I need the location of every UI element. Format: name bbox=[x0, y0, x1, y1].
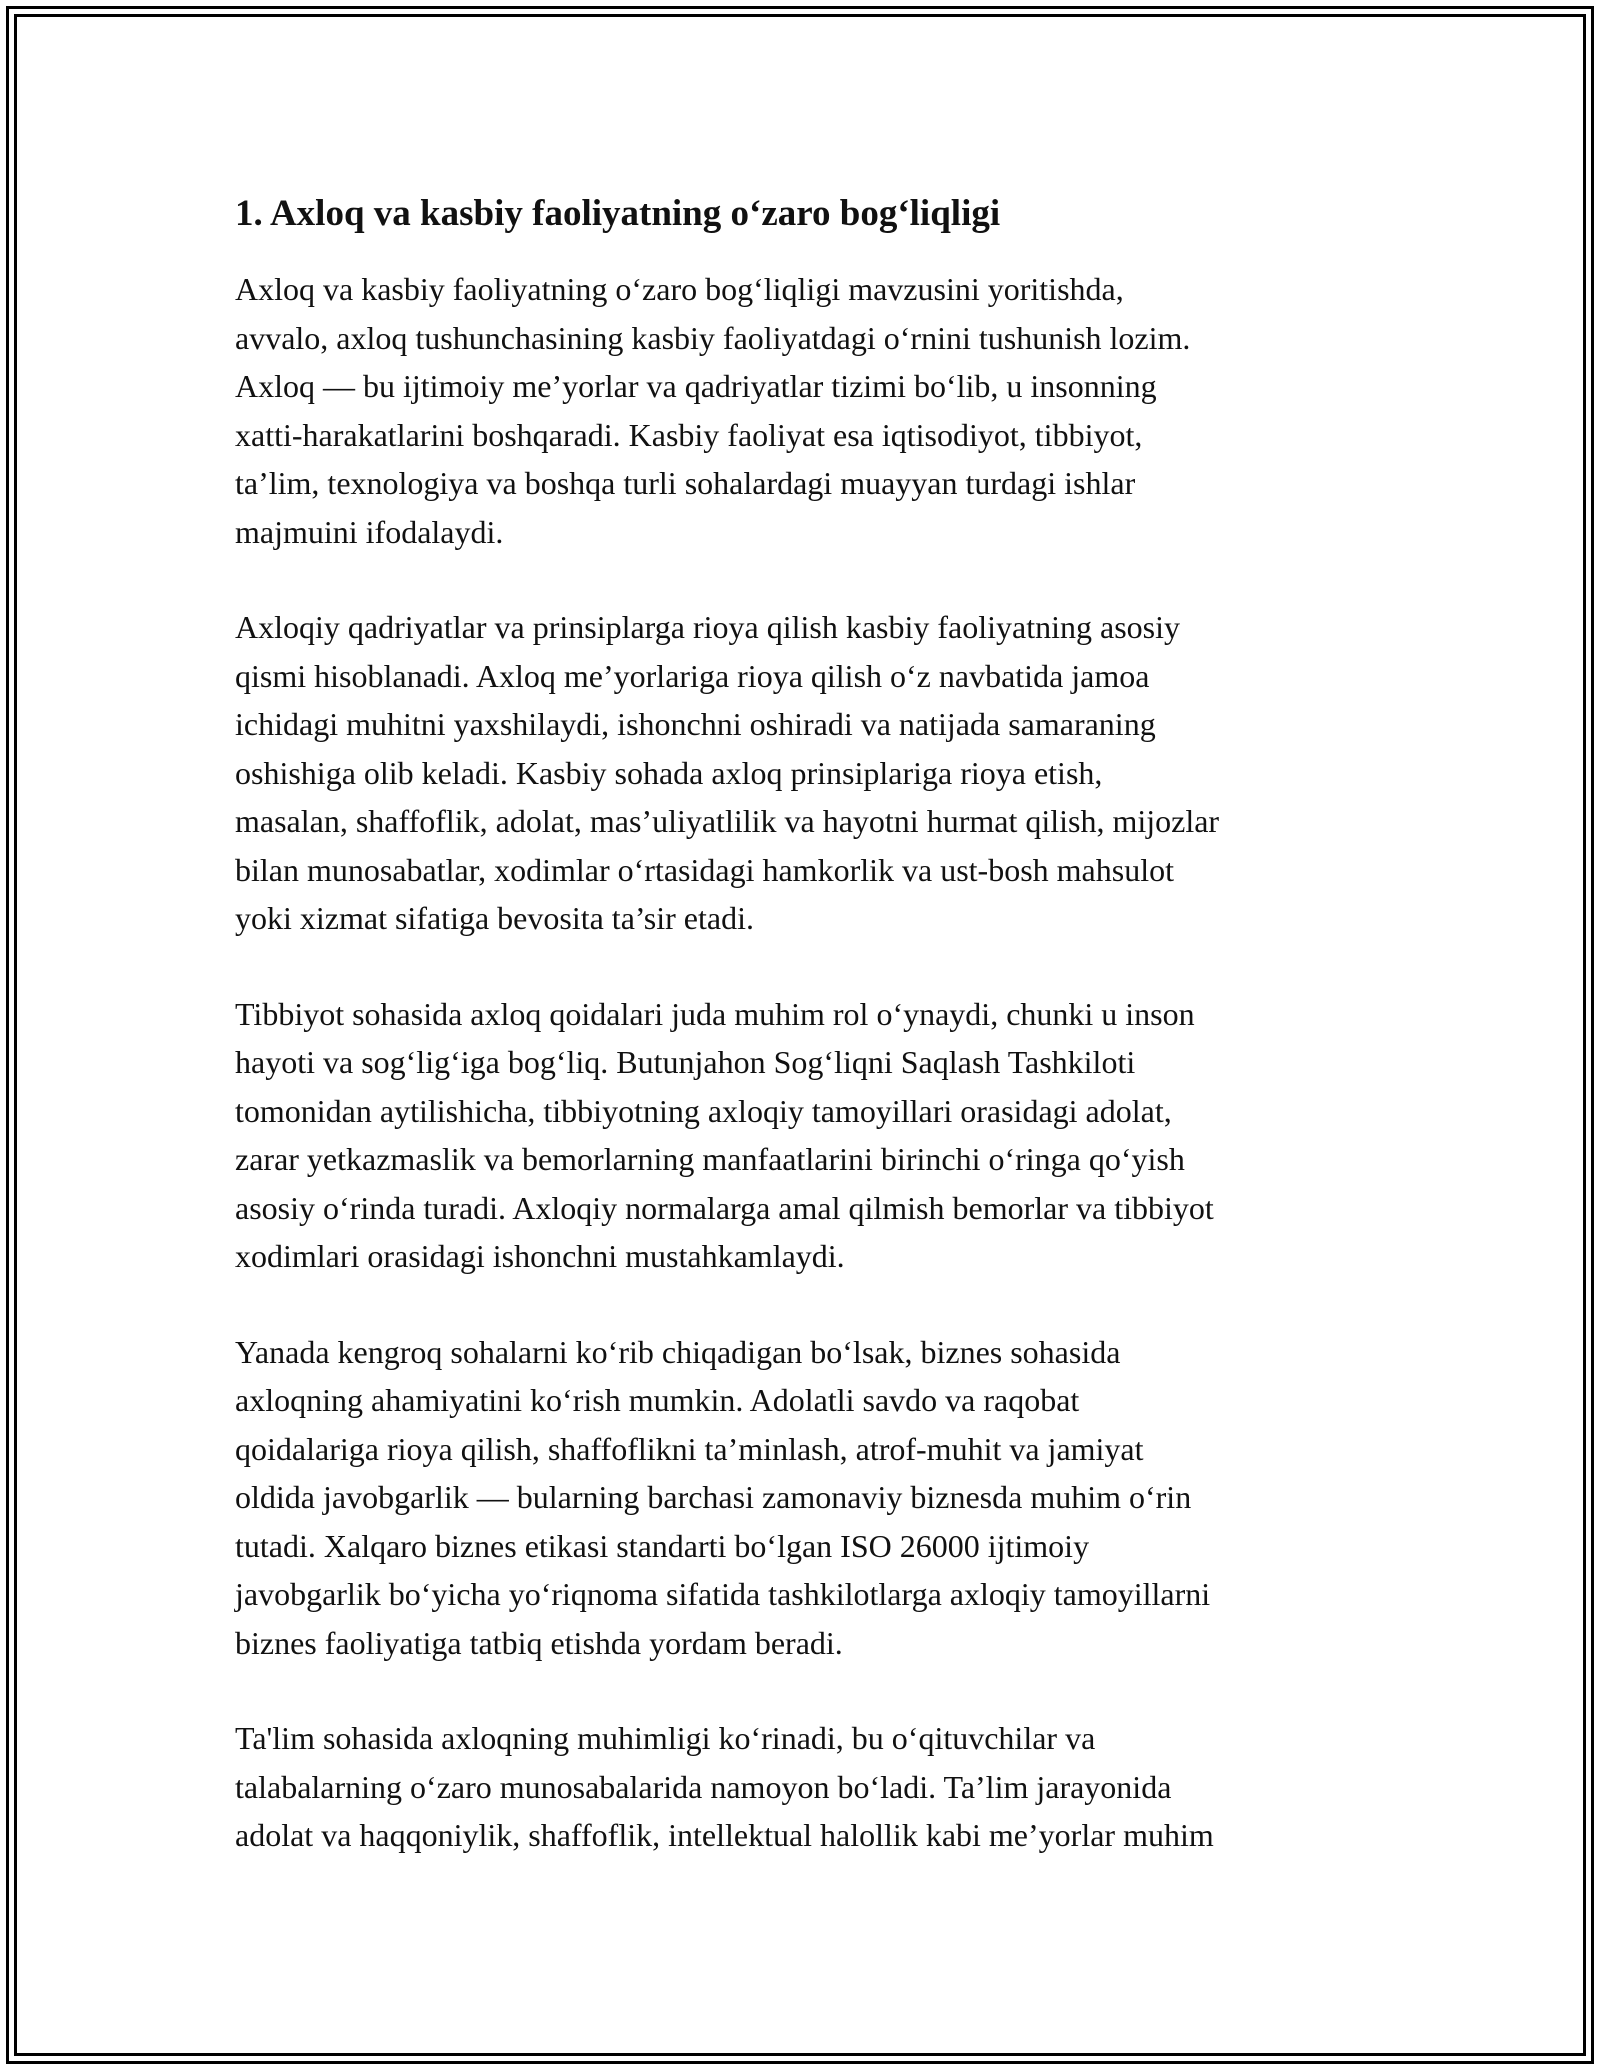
document-body bbox=[235, 185, 1375, 1907]
section-heading: 1. Axloq va kasbiy faoliyatning o‘zaro bog‘liqligi bbox=[235, 193, 1001, 234]
paragraph-1: Axloq va kasbiy faoliyatning o‘zaro bog‘liqligi mavzusini yoritishda, avvalo, axloq tushunchasining kasbiy faoliyatdagi o‘rnini tushunish lozim. Axloq — bu ijtimoiy me’yorlar va qadriyatlar tizimi bo‘lib, u insonning xatti-harakatlarini boshqaradi. Kasbiy faoliyat esa iqtisodiyot, tibbiyot, ta’lim, texnologiya va boshqa turli sohalardagi muayyan turdagi ishlar majmuini ifodalaydi. bbox=[235, 271, 1191, 550]
paragraph-3: Tibbiyot sohasida axloq qoidalari juda muhim rol o‘ynaydi, chunki u inson hayoti va sog‘lig‘iga bog‘liq. Butunjahon Sog‘liqni Saqlash Tashkiloti tomonidan aytilishicha, tibbiyotning axloqiy tamoyillari orasidagi adolat, zarar yetkazmaslik va bemorlarning manfaatlarini birinchi o‘ringa qo‘yish asosiy o‘rinda turadi. Axloqiy normalarga amal qilmish bemorlar va tibbiyot xodimlari orasidagi ishonchni mustahkamlaydi. bbox=[235, 995, 1214, 1274]
paragraph-5: Ta'lim sohasida axloqning muhimligi ko‘rinadi, bu o‘qituvchilar va talabalarning o‘zaro munosabalarida namoyon bo‘ladi. Ta’lim jarayonida adolat va haqqoniylik, shaffoflik, intellektual halollik kabi me’yorlar muhim bbox=[235, 1720, 1214, 1853]
paragraph-4: Yanada kengroq sohalarni ko‘rib chiqadigan bo‘lsak, biznes sohasida axloqning ahamiyatini ko‘rish mumkin. Adolatli savdo va raqobat qoidalariga rioya qilish, shaffoflikni ta’minlash, atrof-muhit va jamiyat oldida javobgarlik — bularning barchasi zamonaviy biznesda muhim o‘rin tutadi. Xalqaro biznes etikasi standarti bo‘lgan ISO 26000 ijtimoiy javobgarlik bo‘yicha yo‘riqnoma sifatida tashkilotlarga axloqiy tamoyillarni biznes faoliyatiga tatbiq etishda yordam beradi. bbox=[235, 1333, 1211, 1661]
paragraph-2: Axloqiy qadriyatlar va prinsiplarga rioya qilish kasbiy faoliyatning asosiy qismi hisoblanadi. Axloq me’yorlariga rioya qilish o‘z navbatida jamoa ichidagi muhitni yaxshilaydi, ishonchni oshiradi va natijada samaraning oshishiga olib keladi. Kasbiy sohada axloq prinsiplariga rioya etish, masalan, shaffoflik, adolat, mas’uliyatlilik va hayotni hurmat qilish, mijozlar bilan munosabatlar, xodimlar o‘rtasidagi hamkorlik va ust-bosh mahsulot yoki xizmat sifatiga bevosita ta’sir etadi. bbox=[235, 609, 1220, 936]
